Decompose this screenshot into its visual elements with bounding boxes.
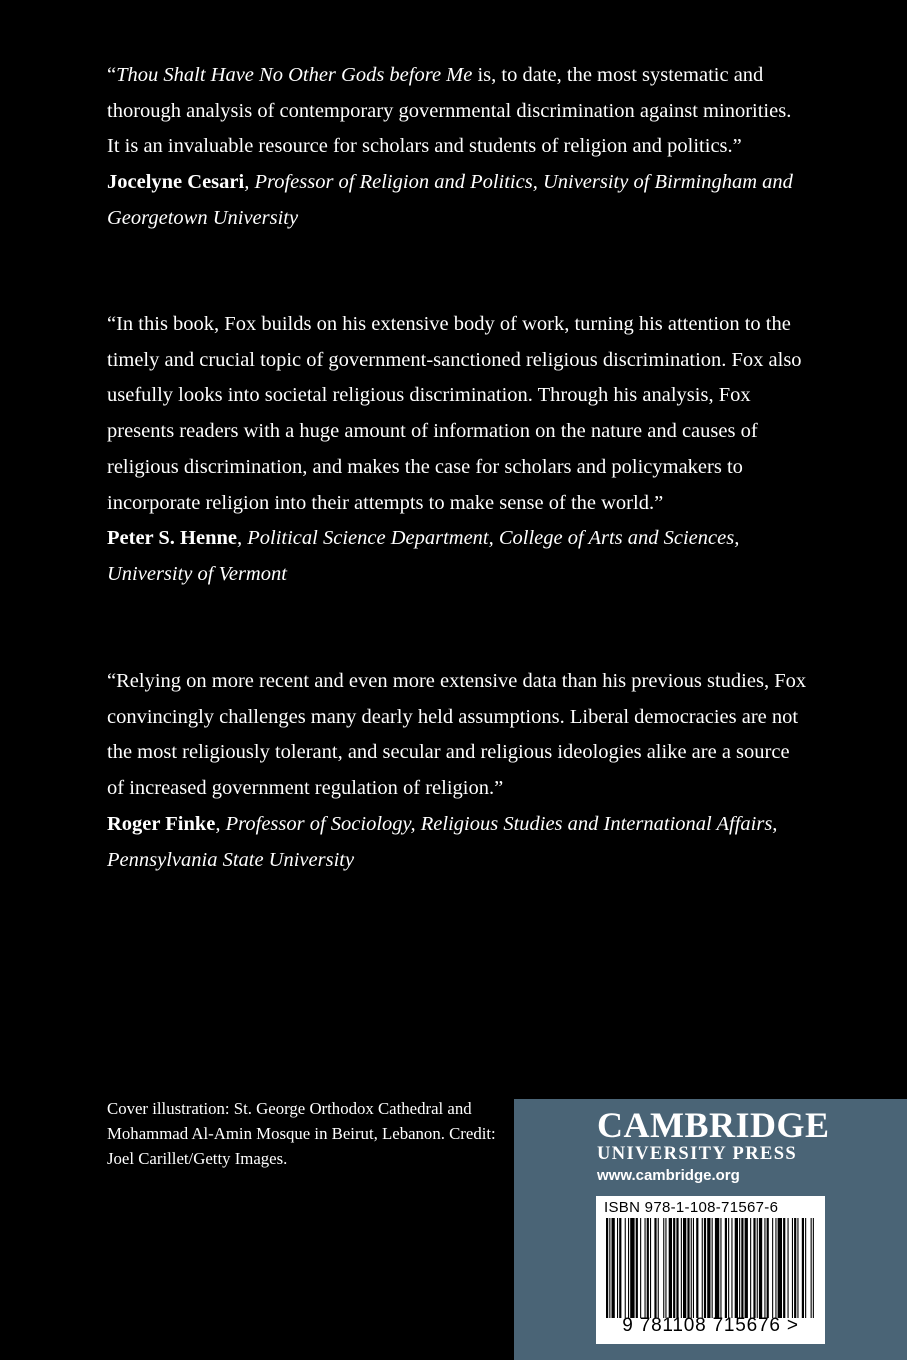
barcode-bar: [687, 1218, 689, 1318]
barcode-bar: [797, 1218, 798, 1318]
reviewer-name: Roger Finke: [107, 812, 216, 835]
reviewer-affiliation: , Professor of Sociology, Religious Studies and International Affairs, Pennsylvania State University: [107, 812, 778, 871]
barcode-bar: [628, 1218, 629, 1318]
barcode-bar: [802, 1218, 804, 1318]
barcode-bar: [704, 1218, 706, 1318]
book-title: Thou Shalt Have No Other Gods before Me: [116, 64, 473, 86]
barcode-bar: [778, 1218, 782, 1318]
review-3-attribution: [107, 807, 807, 878]
barcode-bar: [772, 1218, 773, 1318]
barcode-bar: [702, 1218, 703, 1318]
barcode-bar: [792, 1218, 793, 1318]
barcode-bar: [625, 1218, 626, 1318]
review-3-quote: “Relying on more recent and even more extensive data than his previous studies, Fox convincingly challenges many dearly held assumptions. Liberal democracies are not the most religiously tolerant, and secular and religious ideologies alike are a source of increased government regulation of religion.”: [107, 670, 807, 800]
barcode-bar: [728, 1218, 729, 1318]
barcode-bar: [665, 1218, 666, 1318]
barcode-bar: [636, 1218, 638, 1318]
barcode-bar: [647, 1218, 649, 1318]
review-1-attribution: [107, 165, 807, 236]
barcode-bar: [696, 1218, 698, 1318]
barcode-bar: [630, 1218, 634, 1318]
barcode-bar: [681, 1218, 682, 1318]
barcode-bar: [640, 1218, 641, 1318]
isbn-label: ISBN 978-1-108-71567-6: [604, 1199, 779, 1216]
barcode-bar: [669, 1218, 672, 1318]
barcode-bar: [783, 1218, 785, 1318]
publisher-name: CAMBRIDGE: [597, 1105, 830, 1145]
barcode-bar: [676, 1218, 678, 1318]
review-2-attribution: [107, 521, 807, 592]
reviewer-affiliation: , Professor of Religion and Politics, University of Birmingham and Georgetown University: [107, 171, 793, 229]
barcode-bar: [609, 1218, 610, 1318]
barcode-bar: [750, 1218, 751, 1318]
review-2: [107, 307, 807, 593]
barcode-bar: [735, 1218, 738, 1318]
barcode-bar: [606, 1218, 608, 1318]
barcode-bar: [707, 1218, 710, 1318]
barcode-bar: [764, 1218, 765, 1318]
barcode-bar: [619, 1218, 621, 1318]
barcode-bar: [654, 1218, 656, 1318]
barcode-bar: [739, 1218, 740, 1318]
reviewer-name: Peter S. Henne: [107, 527, 237, 550]
barcode-bar: [673, 1218, 675, 1318]
review-2-quote: “In this book, Fox builds on his extensive body of work, turning his attention to the timely and crucial topic of government-sanctioned religious discrimination. Fox also usefully looks into societal religious discrimination. Through his analysis, Fox presents readers with a huge amount of information on the nature and causes of religious discrimination, and makes the case for scholars and policymakers to incorporate religion into their attempts to make sense of the world.”: [107, 313, 802, 514]
barcode-bar: [731, 1218, 732, 1318]
barcode-bar: [757, 1218, 758, 1318]
barcode-bars: [606, 1218, 815, 1318]
barcode-bar: [650, 1218, 651, 1318]
barcode-bar: [617, 1218, 618, 1318]
barcode-bar: [753, 1218, 755, 1318]
reviewer-name: Jocelyne Cesari: [107, 171, 245, 194]
review-1-quote: “Thou Shalt Have No Other Gods before Me is, to date, the most systematic and thorough analysis of contemporary governmental discrimination against minorities. It is an invaluable resource for scholars and students of religion and politics.”: [107, 64, 792, 158]
publisher-logo: [597, 1107, 897, 1187]
barcode-bar: [683, 1218, 686, 1318]
barcode-digits: 9 781108 715676 >: [622, 1315, 799, 1336]
barcode-bar: [612, 1218, 615, 1318]
barcode-bar: [767, 1218, 769, 1318]
barcode-bar: [720, 1218, 721, 1318]
barcode-bar: [788, 1218, 789, 1318]
barcode-bar: [759, 1218, 762, 1318]
cover-credit: Cover illustration: St. George Orthodox Cathedral and Mohammad Al-Amin Mosque in Beirut, Lebanon. Credit: Joel Carillet/Getty Images.: [107, 1099, 496, 1168]
barcode-bar: [712, 1218, 713, 1318]
barcode-bar: [775, 1218, 776, 1318]
review-3: [107, 664, 807, 878]
publisher-subtitle: UNIVERSITY PRESS: [597, 1144, 798, 1164]
barcode-bar: [741, 1218, 743, 1318]
barcode-bar: [658, 1218, 659, 1318]
reviewer-affiliation: , Political Science Department, College of Arts and Sciences, University of Vermont: [107, 527, 740, 585]
review-1: [107, 58, 807, 237]
barcode-bar: [725, 1218, 727, 1318]
barcode: [596, 1196, 825, 1344]
barcode-bar: [691, 1218, 692, 1318]
publisher-url: www.cambridge.org: [597, 1167, 740, 1184]
barcode-bar: [805, 1218, 806, 1318]
barcode-bar: [745, 1218, 748, 1318]
barcode-bar: [693, 1218, 694, 1318]
barcode-bar: [715, 1218, 719, 1318]
publisher-panel: [514, 1099, 907, 1360]
barcode-bar: [794, 1218, 796, 1318]
barcode-bar: [813, 1218, 814, 1318]
barcode-bar: [811, 1218, 812, 1318]
barcode-bar: [663, 1218, 664, 1318]
barcode-bar: [645, 1218, 646, 1318]
